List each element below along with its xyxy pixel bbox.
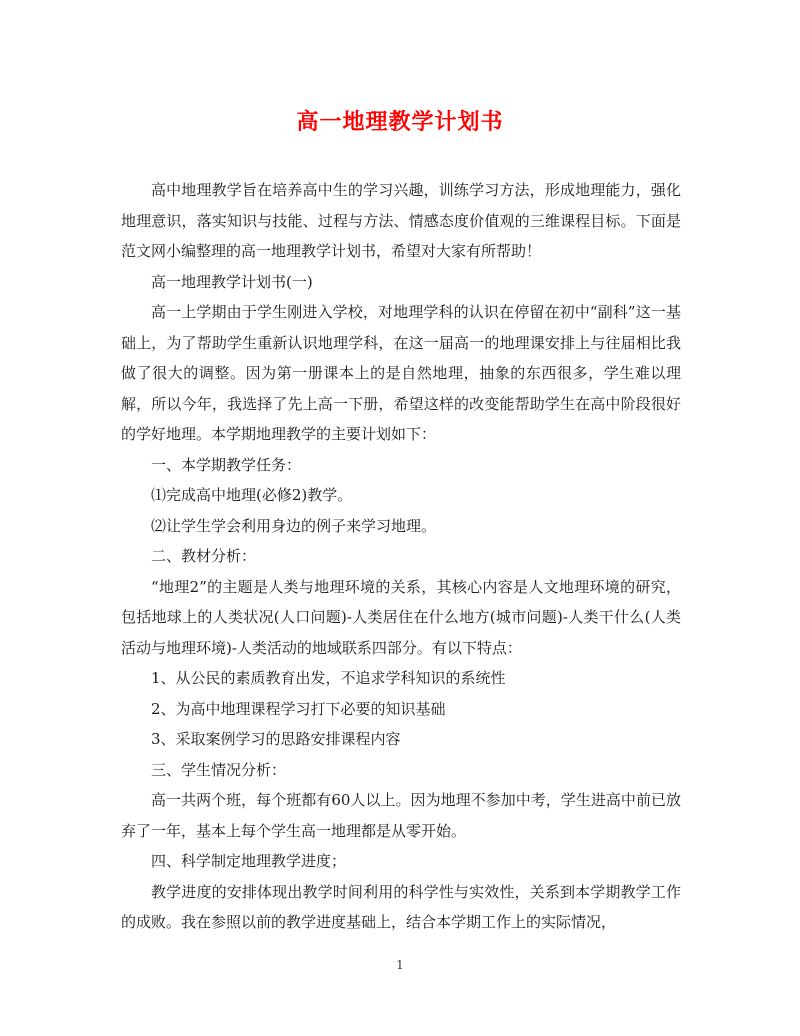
document-body <box>121 175 681 938</box>
paragraph-list-item: 2、为高中地理课程学习打下必要的知识基础 <box>151 699 446 718</box>
paragraph-list-item: 3、采取案例学习的思路安排课程内容 <box>151 730 401 748</box>
document-title: 高一地理教学计划书 <box>296 109 504 135</box>
paragraph-heading-textbook: 二、教材分析： <box>151 547 257 565</box>
paragraph-body: “地理2”的主题是人类与地理环境的关系，其核心内容是人文地理环境的研究，包括地球上的人类状况(人口问题)-人类居住在什么地方(城市问题)-人类干什么(人类活动与地理环境)-人类活动的地域联系四部分。有以下特点： <box>121 577 681 657</box>
paragraph-body: 教学进度的安排体现出教学时间利用的科学性与实效性，关系到本学期教学工作的成败。我在参照以前的教学进度基础上，结合本学期工作上的实际情况， <box>121 882 681 931</box>
paragraph-body: 高一共两个班，每个班都有60人以上。因为地理不参加中考，学生进高中前已放弃了一年，基本上每个学生高一地理都是从零开始。 <box>121 791 681 840</box>
paragraph-section-heading: 高一地理教学计划书(一) <box>151 272 313 291</box>
page-number: 1 <box>396 958 404 972</box>
paragraph-list-item: ⑴完成高中地理(必修2)教学。 <box>151 486 353 504</box>
paragraph-heading-tasks: 一、本学期教学任务： <box>151 455 302 474</box>
paragraph-heading-students: 三、学生情况分析： <box>151 760 287 779</box>
paragraph-intro: 高中地理教学旨在培养高中生的学习兴趣，训练学习方法，形成地理能力，强化地理意识，落实知识与技能、过程与方法、情感态度价值观的三维课程目标。下面是范文网小编整理的高一地理教学计划书，希望对大家有所帮助！ <box>121 181 681 260</box>
paragraph-list-item: ⑵让学生学会利用身边的例子来学习地理。 <box>151 516 437 535</box>
paragraph-list-item: 1、从公民的素质教育出发，不追求学科知识的系统性 <box>151 669 506 687</box>
paragraph-body: 高一上学期由于学生刚进入学校，对地理学科的认识在停留在初中“副科”这一基础上，为了帮助学生重新认识地理学科，在这一届高一的地理课安排上与往届相比我做了很大的调整。因为第一册课本上的是自然地理，抽象的东西很多，学生难以理解，所以今年，我选择了先上高一下册，希望这样的改变能帮助学生在高中阶段很好的学好地理。本学期地理教学的主要计划如下： <box>121 303 681 443</box>
paragraph-heading-schedule: 四、科学制定地理教学进度； <box>151 852 347 870</box>
